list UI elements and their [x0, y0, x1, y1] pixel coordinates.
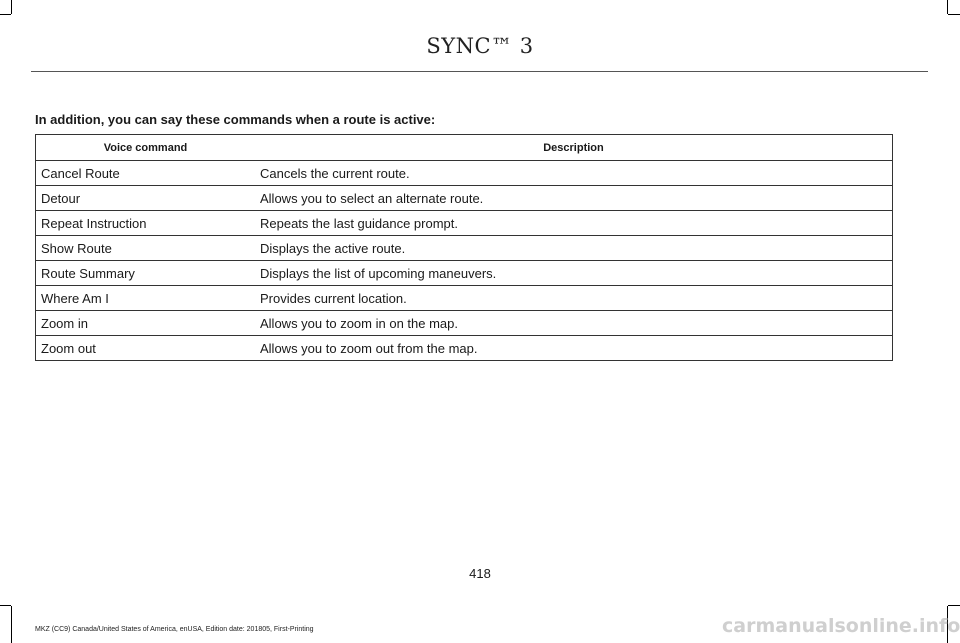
- command-cell: Cancel Route: [36, 161, 256, 186]
- table-row: [36, 286, 893, 311]
- table-row: [36, 161, 893, 186]
- description-cell: Displays the list of upcoming maneuvers.: [255, 261, 893, 286]
- command-cell: Where Am I: [36, 286, 256, 311]
- crop-mark: [947, 0, 948, 14]
- header-divider: [31, 71, 928, 72]
- description-cell: Allows you to zoom in on the map.: [255, 311, 893, 336]
- page-number: 418: [469, 566, 491, 581]
- table-row: [36, 211, 893, 236]
- edition-note: MKZ (CC9) Canada/United States of America, enUSA, Edition date: 201805, First-Printing: [35, 626, 314, 633]
- command-cell: Repeat Instruction: [36, 211, 256, 236]
- table-row: [36, 186, 893, 211]
- crop-mark: [948, 14, 960, 15]
- voice-command-table: [35, 134, 893, 361]
- crop-mark: [0, 605, 11, 606]
- command-cell: Zoom in: [36, 311, 256, 336]
- command-cell: Detour: [36, 186, 256, 211]
- description-cell: Allows you to zoom out from the map.: [255, 336, 893, 361]
- table-row: [36, 261, 893, 286]
- command-cell: Route Summary: [36, 261, 256, 286]
- crop-mark: [11, 606, 12, 643]
- crop-mark: [0, 14, 11, 15]
- command-cell: Zoom out: [36, 336, 256, 361]
- table-row: [36, 311, 893, 336]
- command-cell: Show Route: [36, 236, 256, 261]
- description-cell: Provides current location.: [255, 286, 893, 311]
- table-header-row: [36, 135, 893, 161]
- description-cell: Allows you to select an alternate route.: [255, 186, 893, 211]
- crop-mark: [11, 0, 12, 14]
- crop-mark: [948, 605, 960, 606]
- description-cell: Cancels the current route.: [255, 161, 893, 186]
- page-title: SYNC™ 3: [426, 34, 534, 58]
- column-header-description: Description: [255, 135, 893, 161]
- table-row: [36, 236, 893, 261]
- intro-text: In addition, you can say these commands when a route is active:: [35, 112, 436, 127]
- description-cell: Repeats the last guidance prompt.: [255, 211, 893, 236]
- description-cell: Displays the active route.: [255, 236, 893, 261]
- table-row: [36, 336, 893, 361]
- watermark-logo: carmanualsonline.info: [722, 615, 960, 637]
- column-header-voice-command: Voice command: [36, 135, 256, 161]
